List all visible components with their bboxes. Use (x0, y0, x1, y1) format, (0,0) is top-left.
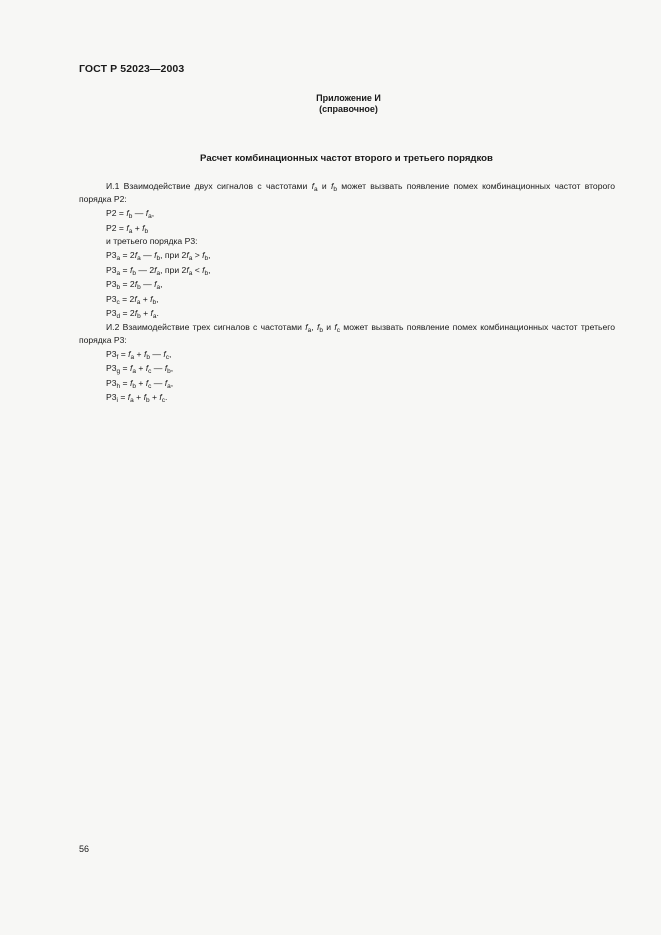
formula-p3i: $Р3_i = f_a + f_b + f_c$. (106, 392, 168, 404)
paragraph-i1: И.1 Взаимодействие двух сигналов с частотами $f_a$ и $f_b$ может вызвать появление помех комбинационных частот второго порядка Р2: (79, 181, 615, 204)
appendix-type: (справочное) (319, 104, 378, 114)
formula-p3d: $Р3_d = 2f_b + f_a$. (106, 308, 159, 320)
formula-p3h: $Р3_h = f_b + f_c$ — $f_a$, (106, 377, 174, 390)
formula-p3a-alt: $Р3_a = f_b$ — $2f_a$, при $2f_a < f_b$, (106, 264, 211, 277)
formula-p3c: $Р3_c = 2f_a + f_b$, (106, 293, 159, 306)
formula-p3b: $Р3_b = 2f_b$ — $f_a$, (106, 279, 163, 291)
section-title: Расчет комбинационных частот второго и третьего порядков (200, 153, 493, 164)
appendix-label: Приложение И (316, 93, 381, 103)
standard-code: ГОСТ Р 52023—2003 (79, 63, 185, 75)
formula-p2-diff: $Р2 = f_b$ — $f_a$, (106, 208, 155, 220)
formula-p3a: $Р3_a = 2f_a$ — $f_b$, при $2f_a > f_b$, (106, 250, 211, 262)
formula-p3g: $Р3_g = f_a + f_c$ — $f_b$, (106, 363, 174, 375)
page-number: 56 (79, 844, 90, 854)
formula-p2-sum: $Р2 = f_a + f_b$ (106, 222, 149, 235)
document-body (79, 180, 615, 405)
text-third-order: и третьего порядка Р3: (106, 236, 198, 246)
appendix-heading (0, 93, 661, 115)
paragraph-i2: И.2 Взаимодействие трех сигналов с частотами $f_a$, $f_b$ и $f_c$ может вызвать появление помех комбинационных частот третьего порядка Р3: (79, 321, 615, 345)
formula-p3f: $Р3_f = f_a + f_b$ — $f_c$, (106, 348, 172, 361)
